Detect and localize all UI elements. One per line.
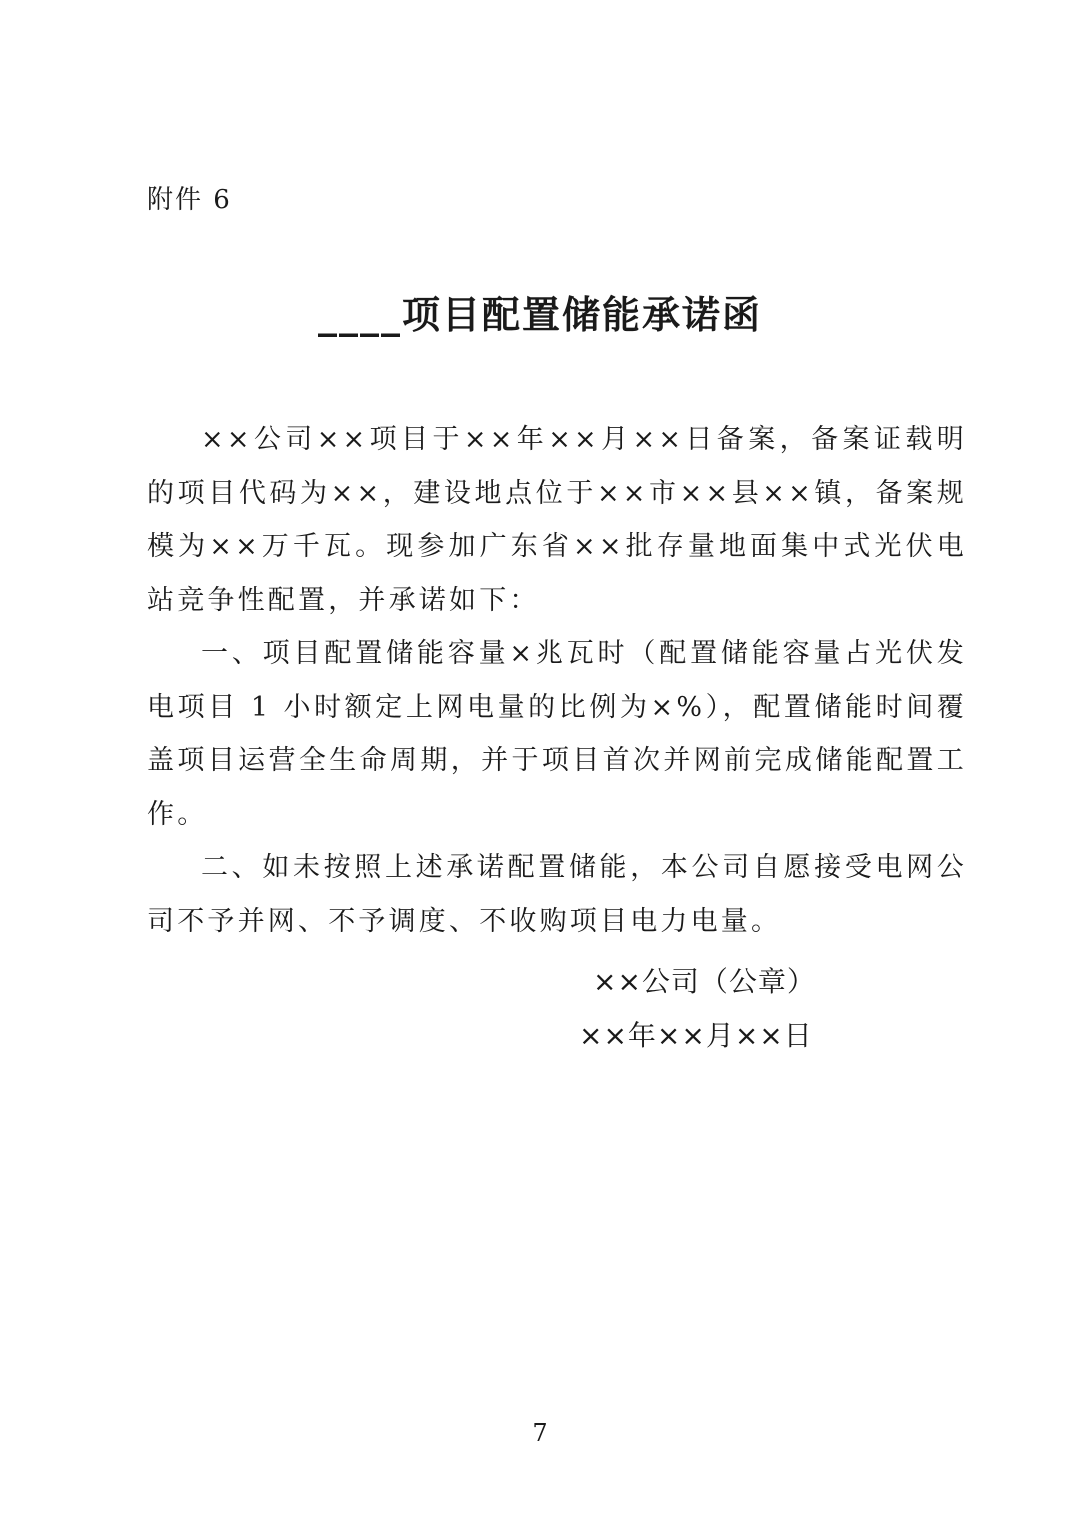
attachment-label: 附件 6	[147, 185, 232, 215]
paragraph-commitment-two: 二、如未按照上述承诺配置储能，本公司自愿接受电网公司不予并网、不予调度、不收购项目电力电量。	[147, 852, 967, 937]
letter-body	[147, 413, 967, 948]
paragraph-commitment-one: 一、项目配置储能容量×兆瓦时（配置储能容量占光伏发电项目 1 小时额定上网电量的比例为×%），配置储能时间覆盖项目运营全生命周期，并于项目首次并网前完成储能配置工作。	[147, 638, 967, 830]
company-seal-line: ××公司（公章）	[593, 965, 816, 998]
page-number: 7	[532, 1419, 548, 1447]
document-title: ____项目配置储能承诺函	[317, 293, 762, 337]
signature-block	[565, 955, 816, 1063]
date-line: ××年××月××日	[579, 1019, 813, 1052]
paragraph-intro: ××公司××项目于××年××月××日备案，备案证载明的项目代码为××，建设地点位于××市××县××镇，备案规模为××万千瓦。现参加广东省××批存量地面集中式光伏电站竞争性配置，并承诺如下：	[147, 424, 967, 616]
